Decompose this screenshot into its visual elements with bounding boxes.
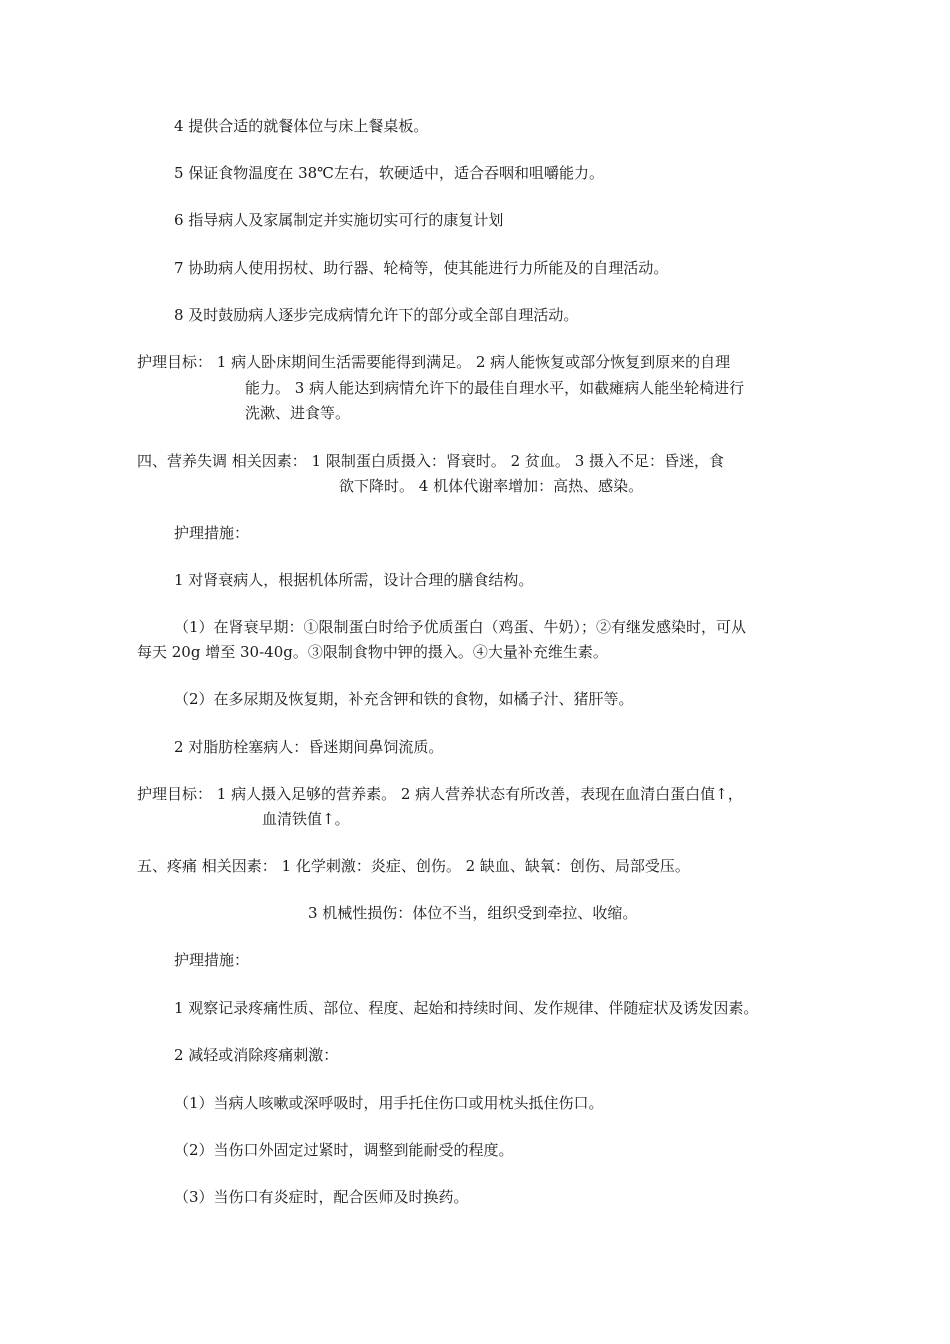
list-item: 1 对肾衰病人，根据机体所需，设计合理的膳食结构。 (174, 571, 534, 589)
list-item: 6 指导病人及家属制定并实施切实可行的康复计划 (174, 211, 504, 229)
list-item: 8 及时鼓励病人逐步完成病情允许下的部分或全部自理活动。 (174, 306, 579, 324)
list-item: （2）当伤口外固定过紧时，调整到能耐受的程度。 (174, 1141, 514, 1159)
nursing-goal-continued: 血清铁值↑。 (262, 810, 350, 828)
list-item: 4 提供合适的就餐体位与床上餐桌板。 (174, 117, 429, 135)
list-item: （3）当伤口有炎症时，配合医师及时换药。 (174, 1188, 469, 1206)
section-heading: 四、营养失调 相关因素： 1 限制蛋白质摄入：肾衰时。 2 贫血。 3 摄入不足：昏迷，食 (137, 452, 725, 470)
list-item: （2）在多尿期及恢复期，补充含钾和铁的食物，如橘子汁、猪肝等。 (174, 690, 634, 708)
section-heading-continued: 欲下降时。 4 机体代谢率增加：高热、感染。 (339, 477, 644, 495)
list-item: （1）当病人咳嗽或深呼吸时，用手托住伤口或用枕头抵住伤口。 (174, 1094, 604, 1112)
subsection-label: 护理措施： (174, 951, 250, 969)
section-heading: 五、疼痛 相关因素： 1 化学刺激：炎症、创伤。 2 缺血、缺氧：创伤、局部受压。 (137, 857, 690, 875)
nursing-goal-continued: 能力。 3 病人能达到病情允许下的最佳自理水平，如截瘫病人能坐轮椅进行 (245, 379, 745, 397)
list-item: 5 保证食物温度在 38℃左右，软硬适中，适合吞咽和咀嚼能力。 (174, 164, 604, 182)
list-item-continued: 每天 20g 增至 30-40g。③限制食物中钾的摄入。④大量补充维生素。 (137, 643, 608, 661)
list-item: （1）在肾衰早期：①限制蛋白时给予优质蛋白（鸡蛋、牛奶）；②有继发感染时，可从 (174, 618, 747, 636)
nursing-goal: 护理目标： 1 病人卧床期间生活需要能得到满足。 2 病人能恢复或部分恢复到原来的自理 (137, 353, 731, 371)
list-item: 2 对脂肪栓塞病人：昏迷期间鼻饲流质。 (174, 738, 444, 756)
nursing-goal-continued: 洗漱、进食等。 (245, 404, 351, 422)
list-item: 7 协助病人使用拐杖、助行器、轮椅等，使其能进行力所能及的自理活动。 (174, 259, 669, 277)
subsection-label: 护理措施： (174, 524, 250, 542)
list-item: 1 观察记录疼痛性质、部位、程度、起始和持续时间、发作规律、伴随症状及诱发因素。 (174, 999, 759, 1017)
nursing-goal: 护理目标： 1 病人摄入足够的营养素。 2 病人营养状态有所改善，表现在血清白蛋白值↑， (137, 785, 743, 803)
section-heading-continued: 3 机械性损伤：体位不当，组织受到牵拉、收缩。 (308, 904, 638, 922)
list-item: 2 减轻或消除疼痛刺激： (174, 1046, 339, 1064)
